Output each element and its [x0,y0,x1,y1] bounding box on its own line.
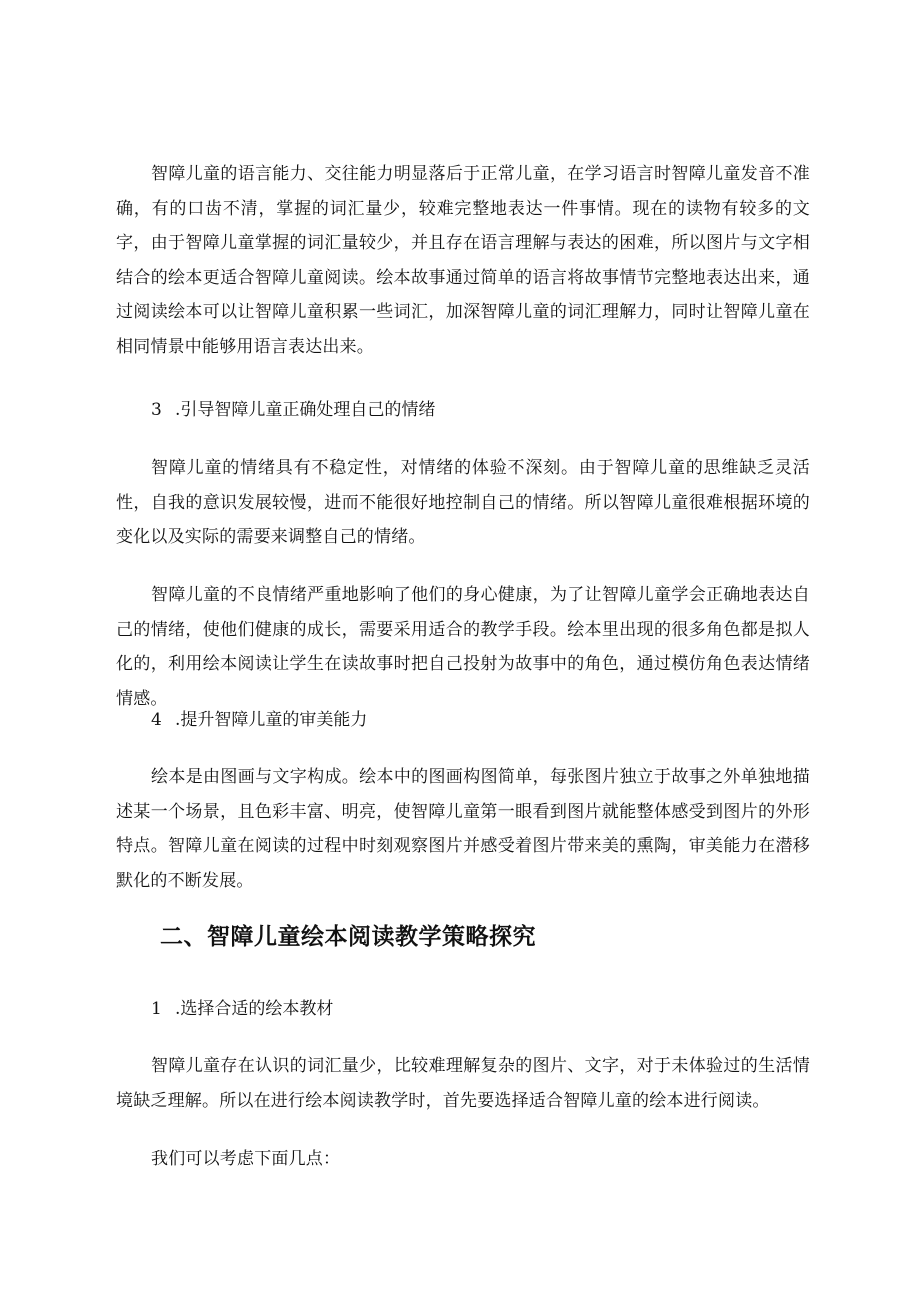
subheading-choose-books [151,995,333,1023]
paragraph-emotion-instability: 智障儿童的情绪具有不稳定性，对情绪的体验不深刻。由于智障儿童的思维缺乏灵活性，自我的意识发展较慢，进而不能很好地控制自己的情绪。所以智障儿童很难根据环境的变化以及实际的需要来调整自己的情绪。 [116,458,810,547]
paragraph-negative-emotions: 智障儿童的不良情绪严重地影响了他们的身心健康，为了让智障儿童学会正确地表达自己的情绪，使他们健康的成长，需要采用适合的教学手段。绘本里出现的很多角色都是拟人化的，利用绘本阅读让学生在读故事时把自己投射为故事中的角色，通过模仿角色表达情绪情感。 [116,585,810,709]
subheading-text: .引导智障儿童正确处理自己的情绪 [175,400,436,420]
paragraph-language-ability: 智障儿童的语言能力、交往能力明显落后于正常儿童，在学习语言时智障儿童发音不准确，有的口齿不清，掌握的词汇量少，较难完整地表达一件事情。现在的读物有较多的文字，由于智障儿童掌握的词汇量较少，并且存在语言理解与表达的困难，所以图片与文字相结合的绘本更适合智障儿童阅读。绘本故事通过简单的语言将故事情节完整地表达出来，通过阅读绘本可以让智障儿童积累一些词汇，加深智障儿童的词汇理解力，同时让智障儿童在相同情景中能够用语言表达出来。 [116,164,810,357]
paragraph-vocabulary-limits: 智障儿童存在认识的词汇量少，比较难理解复杂的图片、文字，对于未体验过的生活情境缺乏理解。所以在进行绘本阅读教学时，首先要选择适合智障儿童的绘本进行阅读。 [116,1056,810,1111]
subheading-emotions [151,396,435,424]
subheading-number: 3 [151,400,162,420]
subheading-number: 1 [151,999,162,1019]
subheading-number: 4 [151,710,162,730]
section-heading-strategies: 二、智障儿童绘本阅读教学策略探究 [160,923,536,950]
paragraph-picture-books-art: 绘本是由图画与文字构成。绘本中的图画构图简单，每张图片独立于故事之外单独地描述某一个场景，且色彩丰富、明亮，使智障儿童第一眼看到图片就能整体感受到图片的外形特点。智障儿童在阅读的过程中时刻观察图片并感受着图片带来美的熏陶，审美能力在潜移默化的不断发展。 [116,767,810,891]
subheading-text: .提升智障儿童的审美能力 [175,710,368,730]
subheading-text: .选择合适的绘本教材 [175,999,334,1019]
paragraph-considerations: 我们可以考虑下面几点： [151,1149,341,1169]
subheading-aesthetics [151,706,367,734]
